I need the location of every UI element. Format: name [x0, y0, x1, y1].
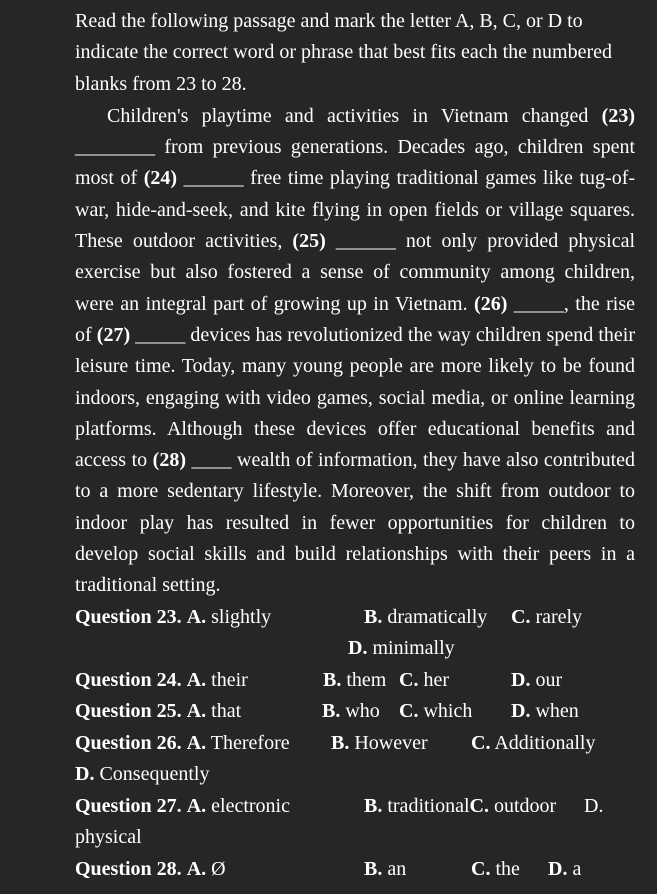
question-25-option-b[interactable]: B. who — [322, 700, 380, 723]
question-27 — [75, 791, 635, 823]
blank-23: ________ — [75, 136, 155, 159]
question-23-cont — [75, 633, 635, 665]
question-26-option-a[interactable]: Question 26. A. Therefore — [75, 731, 290, 754]
question-27-option-d-tag[interactable]: D. — [584, 794, 604, 817]
question-23-option-b[interactable]: B. dramatically — [364, 605, 488, 628]
exercise-document — [75, 0, 635, 885]
question-28-option-b[interactable]: B. an — [364, 857, 407, 880]
question-25-option-d[interactable]: D. when — [511, 700, 579, 723]
question-26-cont — [75, 759, 635, 791]
blank-26: _____ — [513, 292, 564, 315]
question-23-option-a[interactable]: Question 23. A. slightly — [75, 605, 272, 628]
passage-text: , the rise of — [75, 292, 636, 346]
question-24-option-d[interactable]: D. our — [511, 668, 563, 691]
passage-text: wealth of information, they have also contributed to a more sedentary lifestyle. Moreover, the shift from outdoor to indoor play has resulted in fewer opportunities for children to develop social skills and build relationships with their peers in a traditional setting. — [75, 449, 635, 597]
blank-number-23: (23) — [601, 104, 635, 127]
question-23 — [75, 602, 635, 634]
blank-28: ____ — [191, 449, 232, 472]
blank-number-24: (24) — [143, 167, 178, 190]
question-28-option-d[interactable]: D. a — [548, 857, 582, 880]
question-27-option-d[interactable]: physical — [75, 826, 142, 849]
blank-27: _____ — [135, 323, 186, 346]
question-27-option-a[interactable]: Question 27. A. electronic — [75, 794, 290, 817]
question-23-option-d[interactable]: D. minimally — [348, 637, 455, 660]
blank-number-28: (28) — [152, 449, 186, 472]
passage-text: Children's playtime and activities in Vietnam changed — [107, 104, 602, 127]
passage — [75, 101, 635, 602]
question-26-option-c[interactable]: C. Additionally — [471, 731, 596, 754]
blank-number-25: (25) — [292, 230, 326, 253]
question-28 — [75, 854, 635, 886]
question-26 — [75, 728, 635, 760]
blank-number-27: (27) — [96, 323, 131, 346]
question-28-option-c[interactable]: C. the — [471, 857, 520, 880]
question-25 — [75, 696, 635, 728]
question-26-option-d[interactable]: D. Consequently — [75, 763, 210, 786]
passage-text: not only provided physical exercise but also fostered a sense of community among children, were an integral part of growing up in Vietnam. — [75, 230, 636, 315]
question-25-option-a[interactable]: Question 25. A. that — [75, 700, 242, 723]
blank-25: ______ — [335, 230, 396, 253]
question-24-option-c[interactable]: C. her — [399, 668, 449, 691]
instruction — [75, 6, 635, 100]
passage-text: from previous generations. Decades ago, children spent most of — [75, 136, 635, 190]
question-27-cont — [75, 822, 635, 854]
question-24-option-b[interactable]: B. them — [323, 668, 387, 691]
question-24-option-a[interactable]: Question 24. A. their — [75, 668, 248, 691]
question-28-option-a[interactable]: Question 28. A. Ø — [75, 857, 226, 880]
question-27-option-c-tag: C. — [469, 794, 489, 817]
passage-text: devices has revolutionized the way children spend their leisure time. Today, many young people are more likely to be found indoors, engaging with video games, social media, or online learning platforms. Although these devices offer educational benefits and access to — [75, 323, 635, 472]
blank-24: ______ — [183, 167, 244, 190]
blank-number-26: (26) — [474, 292, 508, 315]
instruction-line-2: indicate the correct word or phrase that best fits each the numbered — [75, 41, 613, 64]
question-26-option-b[interactable]: B. However — [331, 731, 428, 754]
question-23-option-c[interactable]: C. rarely — [511, 605, 583, 628]
question-24 — [75, 665, 635, 697]
instruction-line-1: Read the following passage and mark the letter A, B, C, or D to — [75, 10, 583, 32]
question-27-option-c[interactable]: outdoor — [489, 794, 557, 817]
instruction-line-3: blanks from 23 to 28. — [75, 72, 247, 95]
question-27-option-b[interactable]: B. traditionalC. outdoor — [364, 794, 557, 817]
passage-text: free time playing traditional games like tug-of-war, hide-and-seek, and kite flying in open fields or village squares. These outdoor activities, — [75, 167, 636, 253]
question-25-option-c[interactable]: C. which — [399, 700, 473, 723]
